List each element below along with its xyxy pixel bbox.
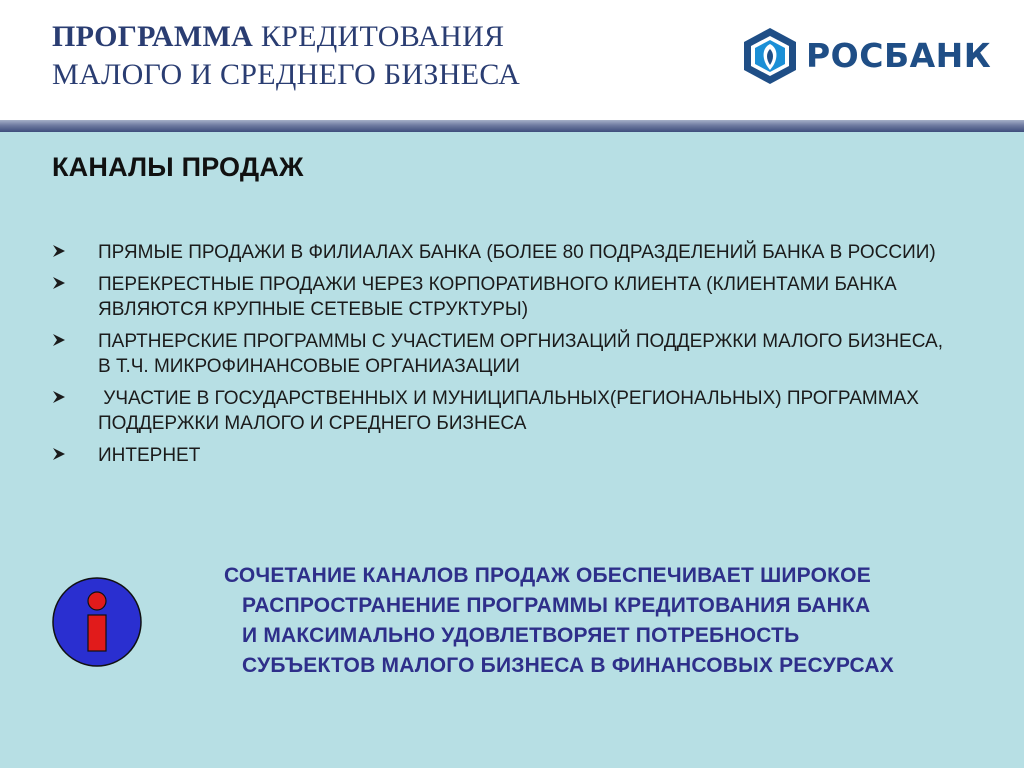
- list-item: [50, 386, 1010, 436]
- sales-channels-list: [50, 240, 1010, 475]
- header-divider: [0, 120, 1024, 132]
- section-title: КАНАЛЫ ПРОДАЖ: [52, 152, 304, 182]
- arrowhead-bullet-icon: [52, 276, 66, 290]
- list-item: [50, 272, 1010, 322]
- arrowhead-bullet-icon: [52, 244, 66, 258]
- list-item: [50, 240, 1010, 265]
- arrowhead-bullet-icon: [52, 390, 66, 404]
- list-item-text: УЧАСТИЕ В ГОСУДАРСТВЕННЫХ И МУНИЦИПАЛЬНЫХ(РЕГИОНАЛЬНЫХ) ПРОГРАММАХ: [98, 388, 919, 409]
- list-item-text: ПОДДЕРЖКИ МАЛОГО И СРЕДНЕГО БИЗНЕСА: [98, 413, 527, 434]
- summary-line: РАСПРОСТРАНЕНИЕ ПРОГРАММЫ КРЕДИТОВАНИЯ БАНКА: [242, 594, 871, 617]
- list-item-text: ИНТЕРНЕТ: [98, 445, 201, 466]
- slide-title-rest: КРЕДИТОВАНИЯ: [260, 20, 505, 53]
- list-item-text: ПРЯМЫЕ ПРОДАЖИ В ФИЛИАЛАХ БАНКА (БОЛЕЕ 80 ПОДРАЗДЕЛЕНИЙ БАНКА В РОССИИ): [98, 242, 936, 263]
- list-item-text: ПАРТНЕРСКИЕ ПРОГРАММЫ С УЧАСТИЕМ ОРГНИЗАЦИЙ ПОДДЕРЖКИ МАЛОГО БИЗНЕСА,: [98, 331, 943, 352]
- rosbank-logo-text: РОСБАНК: [806, 36, 992, 75]
- slide-title: [52, 18, 520, 94]
- info-icon: [50, 575, 144, 669]
- slide-header: [0, 0, 1024, 120]
- list-item: [50, 443, 1010, 468]
- arrowhead-bullet-icon: [52, 333, 66, 347]
- list-item-text: ЯВЛЯЮТСЯ КРУПНЫЕ СЕТЕВЫЕ СТРУКТУРЫ): [98, 299, 529, 320]
- rosbank-logo: [740, 26, 992, 86]
- list-item: [50, 329, 1010, 379]
- slide-title-line-2: МАЛОГО И СРЕДНЕГО БИЗНЕСА: [52, 58, 521, 91]
- summary-line: СУБЪЕКТОВ МАЛОГО БИЗНЕСА В ФИНАНСОВЫХ РЕСУРСАХ: [242, 654, 894, 677]
- arrowhead-bullet-icon: [52, 447, 66, 461]
- rosbank-logo-icon: [740, 26, 800, 86]
- summary-line: И МАКСИМАЛЬНО УДОВЛЕТВОРЯЕТ ПОТРЕБНОСТЬ: [242, 624, 800, 647]
- summary-text: [224, 561, 984, 681]
- summary-line: СОЧЕТАНИЕ КАНАЛОВ ПРОДАЖ ОБЕСПЕЧИВАЕТ ШИРОКОЕ: [224, 564, 871, 587]
- slide-title-line-1: [52, 18, 520, 56]
- list-item-text: В Т.Ч. МИКРОФИНАНСОВЫЕ ОРГАНИАЗАЦИИ: [98, 356, 520, 377]
- list-item-text: ПЕРЕКРЕСТНЫЕ ПРОДАЖИ ЧЕРЕЗ КОРПОРАТИВНОГО КЛИЕНТА (КЛИЕНТАМИ БАНКА: [98, 274, 897, 295]
- slide-title-bold: ПРОГРАММА: [52, 20, 254, 53]
